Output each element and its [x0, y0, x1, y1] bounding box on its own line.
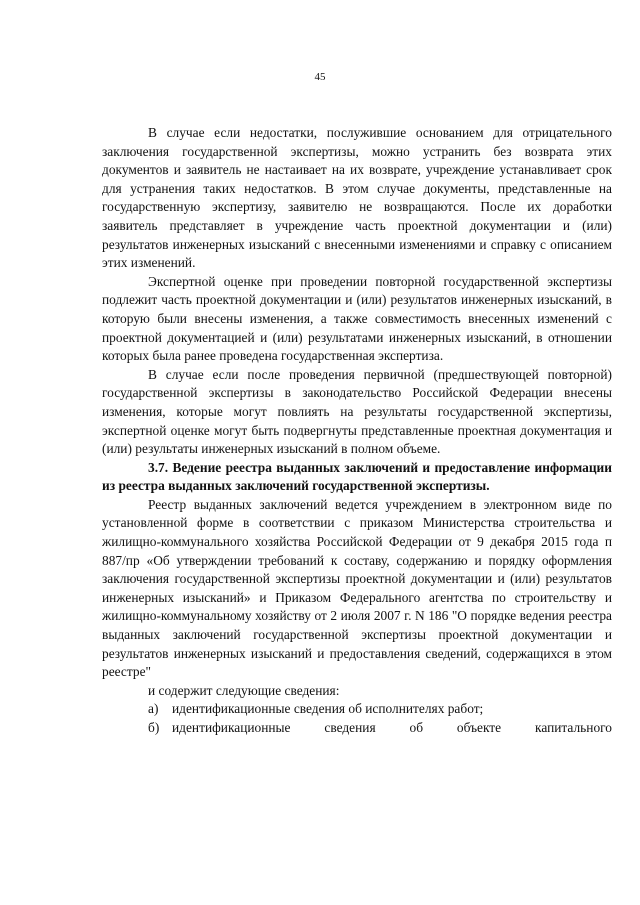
list-item-text: идентификационные сведения об объекте капитального	[172, 720, 612, 735]
document-body	[102, 124, 612, 738]
list-item-text: идентификационные сведения об исполнителях работ;	[172, 701, 484, 717]
paragraph-contains: и содержит следующие сведения:	[148, 682, 340, 698]
paragraph-deficiencies: В случае если недостатки, послужившие основанием для отрицательного заключения государственной экспертизы, можно устранить без возврата этих документов и заявитель не настаивает на их возврате, учреждение устанавливает срок для устранения таких недостатков. В этом случае документы, представленные на государственную экспертизу, заявителю не возвращаются. После их доработки заявитель представляет в учреждение часть проектной документации и (или) результатов инженерных изысканий с внесенными изменениями и справку с описанием этих изменений.	[102, 125, 612, 271]
paragraph-expert-evaluation: Экспертной оценке при проведении повторной государственной экспертизы подлежит часть проектной документации и (или) результатов инженерных изысканий, в которую были внесены изменения, а также совместимость внесенных изменений с проектной документацией и (или) результатами инженерных изысканий, в отношении которых была ранее проведена государственная экспертиза.	[102, 273, 612, 364]
list-marker: а)	[148, 701, 159, 717]
list-item	[102, 719, 612, 738]
section-heading: 3.7. Ведение реестра выданных заключений и предоставление информации из реестра выданных заключений государственной экспертизы.	[102, 459, 612, 494]
paragraph-legislation-changes: В случае если после проведения первичной (предшествующей повторной) государственной экспертизы в законодательство Российской Федерации внесены изменения, которые могут повлиять на результаты государственной экспертизы, экспертной оценке могут быть подвергнуты представленные проектная документация и (или) результаты инженерных изысканий в полном объеме.	[102, 366, 612, 457]
page-number: 45	[314, 71, 326, 83]
paragraph-registry: Реестр выданных заключений ведется учреждением в электронном виде по установленной форме в соответствии с приказом Министерства строительства и жилищно-коммунального хозяйства Российской Федерации от 9 декабря 2015 года п 887/пр «Об утверждении требований к составу, содержанию и порядку оформления заключения государственной экспертизы проектной документации и (или) результатов инженерных изысканий» и Приказом Федерального агентства по строительству и жилищно-коммунальному хозяйству от 2 июля 2007 г. N 186 "О порядке ведения реестра выданных заключений государственной экспертизы проектной документации и результатов инженерных изысканий и предоставления сведений, содержащихся в этом реестре"	[102, 496, 612, 680]
list-marker: б)	[148, 720, 160, 735]
list-item	[102, 700, 612, 719]
